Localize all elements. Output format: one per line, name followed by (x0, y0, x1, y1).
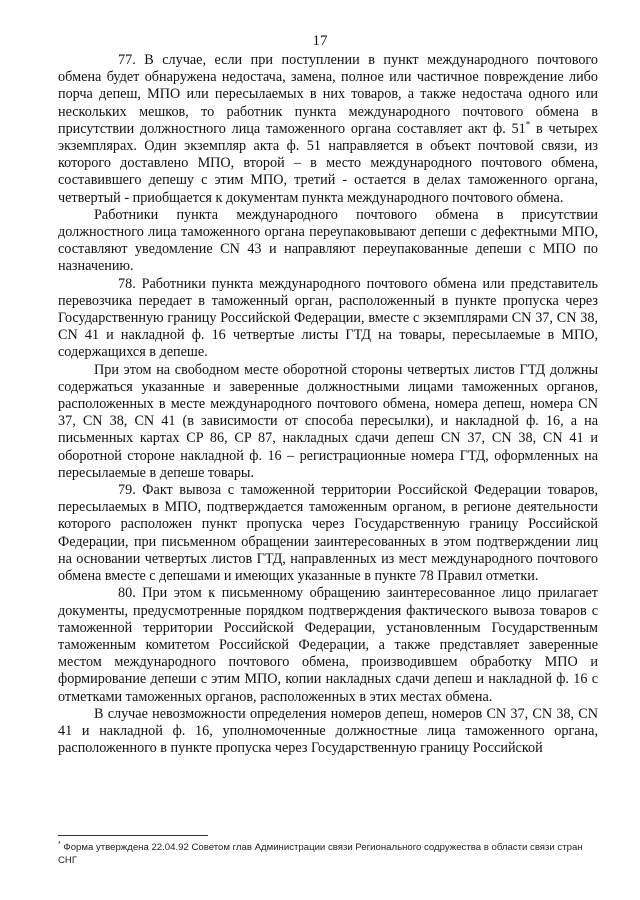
paragraph-77-workers: Работники пункта международного почтового обмена в присутствии должностного лица таможенного органа переупаковывают депеши с дефектными МПО, составляют уведомление CN 43 и направляют переупакованные депеши с МПО по назначению. (58, 206, 598, 275)
paragraph-77-text: 77. В случае, если при поступлении в пункт международного почтового обмена будет обнаружена недостача, замена, полное или частичное повреждение либо порча депеш, МПО или пересылаемых в них товаров, а также недостача одного или нескольких мешков, то работник пункта международного почтового обмена в присутствии должностного лица таможенного органа составляет акт ф. 51 (58, 52, 598, 137)
paragraph-79: 79. Факт вывоза с таможенной территории Российской Федерации товаров, пересылаемых в МПО, подтверждается таможенным органом, в регионе деятельности которого расположен пункт пропуска через Государственную границу Российской Федерации, при письменном обращении заинтересованных в этом подтверждении лиц на основании четвертых листов ГТД, направленных из мест международного почтового обмена вместе с депешами и имеющих указанные в пункте 78 Правил отметки. (58, 482, 598, 585)
paragraph-78-note: При этом на свободном месте оборотной стороны четвертых листов ГТД должны содержаться указанные и заверенные должностными лицами таможенных органов, расположенных в месте международного почтового обмена, номера депеш, номера CN 37, CN 38, CN 41 (в зависимости от способа пересылки), и накладной ф. 16, а на письменных картах CP 86, CP 87, накладных сдачи депеш CN 37, CN 38, CN 41 и оборотной стороне накладной ф. 16 – регистрационные номера ГТД, оформленных на пересылаемые в депеше товары. (58, 361, 598, 481)
footnote-mark: * (58, 840, 61, 848)
footnote-text: Форма утверждена 22.04.92 Советом глав Администрации связи Регионального содружества в области связи стран СНГ (58, 842, 583, 866)
footnote-reference[interactable]: * (525, 119, 531, 130)
paragraph-77-text-cont: в четырех экземплярах. Один экземпляр акта ф. 51 направляется в объект почтовой связи, из которого доставлено МПО, второй – в место международного почтового обмена, составившего депешу с этим МПО, третий - остается в делах таможенного органа, четвертый - приобщается к документам пункта международного почтового обмена. (58, 120, 598, 206)
footnote-divider (58, 835, 208, 836)
paragraph-77 (58, 52, 598, 207)
page-number: 17 (312, 33, 328, 49)
footnote (58, 841, 593, 867)
paragraph-80-case: В случае невозможности определения номеров депеш, номеров CN 37, CN 38, CN 41 и накладной ф. 16, уполномоченные должностные лица таможенного органа, расположенного в пункте пропуска через Государственную границу Российской (58, 705, 598, 757)
paragraph-80: 80. При этом к письменному обращению заинтересованное лицо прилагает документы, предусмотренные порядком подтверждения фактического вывоза товаров с таможенной территории Российской Федерации, установленным Государственным таможенным комитетом Российской Федерации, а также представляет заверенные местом международного почтового обмена, производившем обработку МПО и формирование депеши с этим МПО, копии накладных сдачи депеш и накладной ф. 16 с отметками таможенных органов, расположенных в этих местах обмена. (58, 585, 598, 705)
paragraph-78: 78. Работники пункта международного почтового обмена или представитель перевозчика передает в таможенный орган, расположенный в пункте пропуска через Государственную границу Российской Федерации, вместе с экземплярами CN 37, CN 38, CN 41 и накладной ф. 16 четвертые листы ГТД на товары, пересылаемые в МПО, содержащихся в депеше. (58, 275, 598, 361)
document-body (58, 52, 598, 757)
